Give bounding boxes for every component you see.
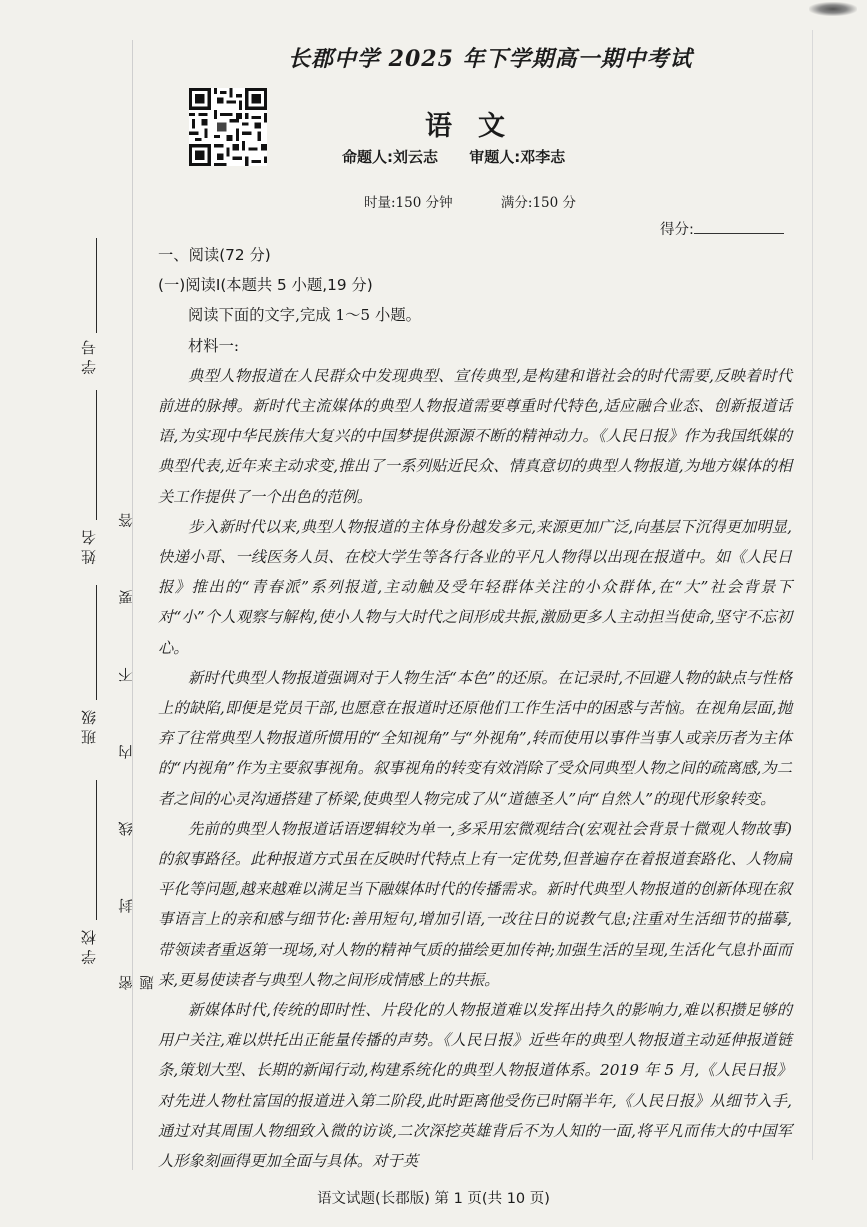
name-blank[interactable] [96, 390, 97, 520]
reading-section [158, 240, 792, 1176]
school-blank[interactable] [96, 780, 97, 920]
exam-time-info [364, 191, 620, 211]
exam-duration: 时量:150 分钟 [364, 195, 453, 211]
seal-line-notice: 密 封 线 内 不 要 答 题 [119, 483, 156, 990]
class-blank[interactable] [96, 585, 97, 700]
material-label: 材料一: [188, 336, 240, 355]
student-id-label: 学 号 [80, 340, 98, 375]
setter-name: 命题人:刘云志 [342, 148, 438, 166]
page-footer: 语文试题(长郡版) 第 1 页(共 10 页) [317, 1191, 550, 1207]
paragraph-5: 新媒体时代,传统的即时性、片段化的人物报道难以发挥出持久的影响力,难以积攒足够的用户关注,难以烘托出正能量传播的声势。《人民日报》近些年的典型人物报道主动延伸报道链条,策划大型、长期的新闻行动,构建系统化的典型人物报道体系。2019 年 5 月,《人民日报》对先进人物杜富国的报道进入第二阶段,此时距离他受伤已时隔半年,《人民日报》从细节入手,通过对其周围人物细致入微的访谈,二次深挖英雄背后不为人知的一面,将平凡而伟大的中国军人形象刻画得更加全面与具体。对于英 [158, 1001, 792, 1171]
name-label: 姓 名 [80, 530, 98, 565]
reviewer-name: 审题人:邓李志 [469, 148, 566, 166]
paragraph-1: 典型人物报道在人民群众中发现典型、宣传典型,是构建和谐社会的时代需要,反映着时代前进的脉搏。新时代主流媒体的典型人物报道需要尊重时代特色,适应融合业态、创新报道话语,为实现中华民族伟大复兴的中国梦提供源源不断的精神动力。《人民日报》作为我国纸媒的典型代表,近年来主动求变,推出了一系列贴近民众、情真意切的典型人物报道,为地方媒体的相关工作提供了一个出色的范例。 [158, 366, 792, 506]
score-label: 得分: [660, 222, 694, 238]
right-margin-rule [812, 30, 813, 1160]
score-field [660, 218, 784, 239]
instruction-text: 阅读下面的文字,完成 1～5 小题。 [188, 306, 421, 325]
subsection-title: (一)阅读Ⅰ(本题共 5 小题,19 分) [158, 276, 373, 295]
score-blank[interactable] [694, 221, 784, 234]
exam-full-score: 满分:150 分 [500, 195, 577, 211]
exam-authors [342, 146, 591, 167]
paragraph-3: 新时代典型人物报道强调对于人物生活“本色”的还原。在记录时,不回避人物的缺点与性格上的缺陷,即便是党员干部,也愿意在报道时还原他们工作生活中的困惑与苦恼。在视角层面,抛弃了往常典型人物报道所惯用的“全知视角”与“外视角”,转而使用以事件当事人或亲历者为主体的“内视角”作为主要叙事视角。叙事视角的转变有效消除了受众同典型人物之间的疏离感,为二者之间的心灵沟通搭建了桥梁,使典型人物完成了从“道德圣人”向“自然人”的现代形象转变。 [158, 668, 792, 808]
subject-title: 语文 [425, 111, 531, 142]
class-label: 班 级 [80, 710, 98, 745]
section-title: 一、阅读(72 分) [158, 246, 271, 264]
exam-title: 长郡中学 2025 年下学期高一期中考试 [288, 46, 693, 72]
scan-artifact [809, 2, 857, 16]
paragraph-2: 步入新时代以来,典型人物报道的主体身份越发多元,来源更加广泛,向基层下沉得更加明显,快递小哥、一线医务人员、在校大学生等各行各业的平凡人物得以出现在报道中。如《人民日报》推出的“青春派”系列报道,主动触及受年轻群体关注的小众群体,在“大”社会背景下对“小”个人观察与解构,使小人物与大时代之间形成共振,激励更多人主动担当使命,坚守不忘初心。 [158, 517, 792, 657]
binding-margin [48, 230, 156, 990]
qr-code-icon [189, 88, 267, 166]
student-id-blank[interactable] [96, 238, 97, 333]
paragraph-4: 先前的典型人物报道话语逻辑较为单一,多采用宏微观结合(宏观社会背景十微观人物故事)的叙事路径。此种报道方式虽在反映时代特点上有一定优势,但普遍存在着报道套路化、人物扁平化等问题,越来越难以满足当下融媒体时代的传播需求。新时代典型人物报道的创新体现在叙事语言上的亲和感与细节化:善用短句,增加引语,一改往日的说教气息;注重对生活细节的描摹,带领读者重返第一现场,对人物的精神气质的描绘更加传神;加强生活的呈现,生活化气息扑面而来,更易使读者与典型人物之间形成情感上的共振。 [158, 819, 792, 989]
school-label: 学 校 [80, 930, 98, 965]
